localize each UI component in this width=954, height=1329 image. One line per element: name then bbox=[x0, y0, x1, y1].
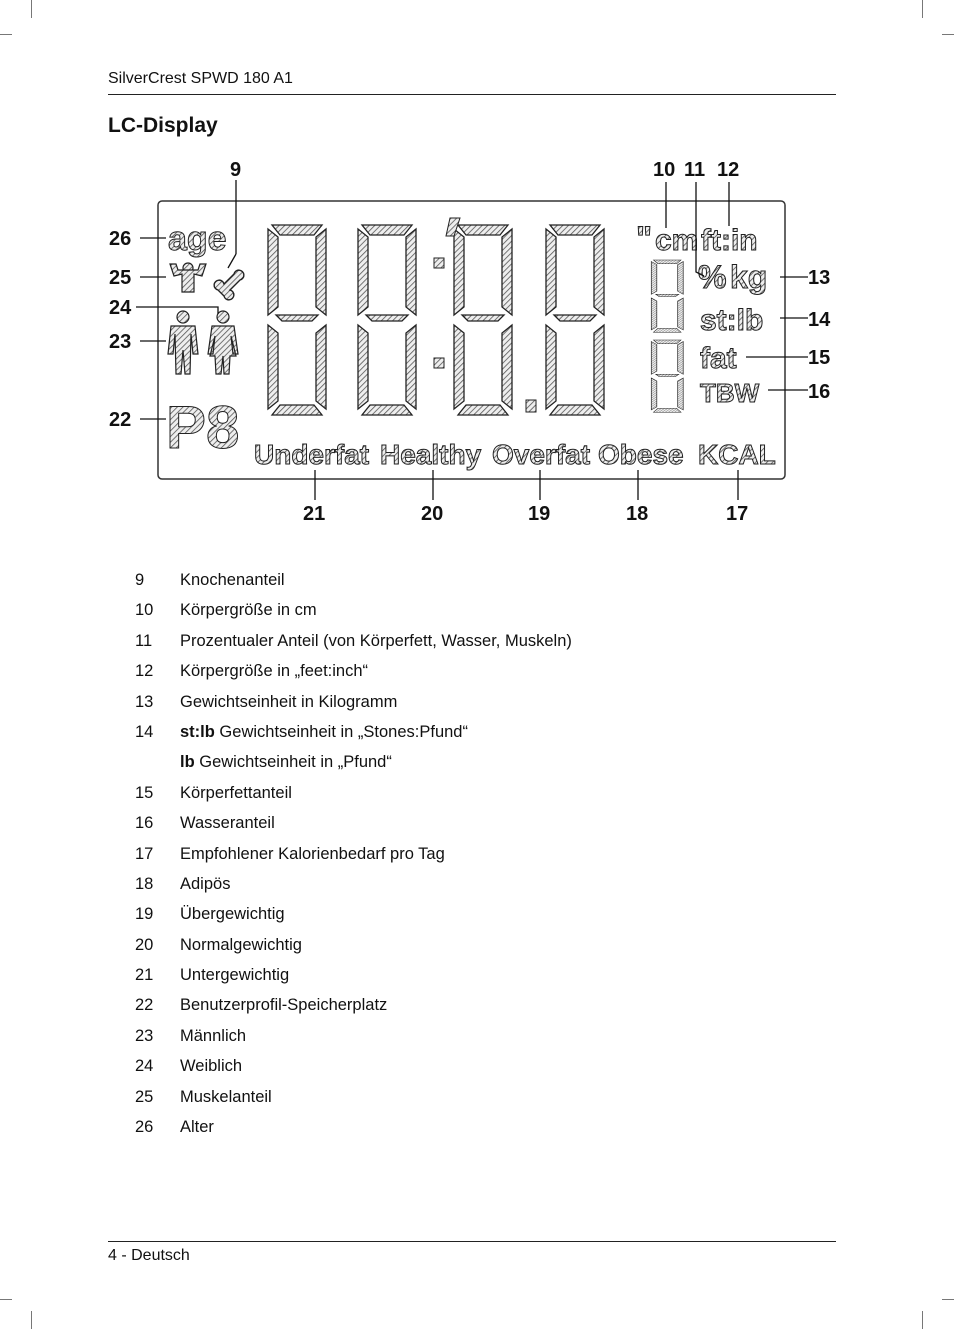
callout-21: 21 bbox=[303, 503, 326, 525]
crop-mark bbox=[922, 0, 923, 18]
legend-text: Weiblich bbox=[180, 1057, 243, 1076]
crop-mark bbox=[31, 1311, 32, 1329]
category-overfat: Overfat bbox=[492, 439, 591, 470]
legend-text: Körpergröße in „feet:inch“ bbox=[180, 662, 369, 681]
crop-mark bbox=[942, 34, 954, 35]
profile-label: P8 bbox=[166, 394, 240, 461]
legend-text bbox=[180, 718, 468, 746]
callout-12: 12 bbox=[717, 159, 740, 181]
category-underfat: Underfat bbox=[254, 439, 370, 470]
legend-description: Gewichtseinheit in „Pfund“ bbox=[194, 753, 392, 772]
ftin-label: ft:in bbox=[701, 224, 758, 257]
legend-description: Gewichtseinheit in „Stones:Pfund“ bbox=[214, 722, 468, 741]
callout-17: 17 bbox=[726, 503, 749, 525]
legend-number: 23 bbox=[135, 1026, 154, 1045]
legend-number: 9 bbox=[135, 571, 145, 589]
legend-number: 15 bbox=[135, 783, 154, 802]
legend-number: 25 bbox=[135, 1087, 154, 1106]
percent-label: % bbox=[698, 259, 727, 295]
callout-22: 22 bbox=[109, 409, 132, 431]
legend-bold-term: st:lb bbox=[180, 722, 215, 741]
callout-15: 15 bbox=[808, 347, 831, 369]
category-obese: Obese bbox=[598, 439, 684, 470]
page-footer: 4 - Deutsch bbox=[108, 1247, 190, 1264]
legend-text: Körperfettanteil bbox=[180, 783, 292, 802]
inch-label: " bbox=[636, 220, 653, 258]
legend-number: 17 bbox=[135, 844, 154, 863]
legend-number: 13 bbox=[135, 692, 154, 711]
legend-number: 18 bbox=[135, 874, 154, 893]
legend-text: Männlich bbox=[180, 1026, 247, 1045]
callout-11: 11 bbox=[684, 159, 706, 181]
legend-number: 21 bbox=[135, 966, 154, 985]
colon-dot bbox=[434, 358, 444, 368]
legend-bold-term: lb bbox=[180, 753, 195, 772]
legend-text: Gewichtseinheit in Kilogramm bbox=[180, 692, 398, 711]
callout-24: 24 bbox=[109, 297, 132, 319]
callout-10: 10 bbox=[653, 159, 676, 181]
legend-text: Normalgewichtig bbox=[180, 935, 302, 954]
callout-18: 18 bbox=[626, 503, 649, 525]
callout-14: 14 bbox=[808, 309, 831, 331]
callout-9: 9 bbox=[230, 159, 242, 181]
callout-16: 16 bbox=[808, 381, 831, 403]
kg-label: kg bbox=[730, 259, 768, 295]
legend-text: Alter bbox=[180, 1118, 214, 1137]
legend-text: Knochenanteil bbox=[180, 571, 285, 589]
legend-text: Körpergröße in cm bbox=[180, 601, 317, 620]
legend-text: Übergewichtig bbox=[180, 905, 285, 924]
legend-number: 19 bbox=[135, 905, 154, 924]
callout-19: 19 bbox=[528, 503, 551, 525]
callout-20: 20 bbox=[421, 503, 444, 525]
crop-mark bbox=[0, 1299, 12, 1300]
legend-text: Adipös bbox=[180, 874, 231, 893]
crop-mark bbox=[31, 0, 32, 18]
legend-text: Muskelanteil bbox=[180, 1087, 272, 1106]
callout-13: 13 bbox=[808, 267, 831, 289]
callout-25: 25 bbox=[109, 267, 132, 289]
colon-dot bbox=[434, 258, 444, 268]
legend-text bbox=[180, 748, 392, 776]
legend-text: Benutzerprofil-Speicherplatz bbox=[180, 996, 388, 1015]
legend-text: Prozentualer Anteil (von Körperfett, Wasser, Muskeln) bbox=[180, 631, 572, 650]
crop-mark bbox=[922, 1311, 923, 1329]
tbw-label: TBW bbox=[700, 378, 760, 408]
age-label: age bbox=[168, 220, 227, 258]
legend-number: 10 bbox=[135, 601, 154, 620]
legend-text: Untergewichtig bbox=[180, 966, 290, 985]
legend-number: 26 bbox=[135, 1118, 154, 1137]
callout-23: 23 bbox=[109, 331, 132, 353]
category-healthy: Healthy bbox=[380, 439, 482, 470]
lcd-display-figure bbox=[100, 150, 840, 530]
legend-number: 24 bbox=[135, 1057, 154, 1076]
kcal-label: KCAL bbox=[698, 439, 776, 470]
crop-mark bbox=[942, 1299, 954, 1300]
callout-26: 26 bbox=[109, 228, 132, 250]
stlb-label: st:lb bbox=[700, 304, 764, 337]
footer-rule bbox=[108, 1241, 836, 1242]
cm-label: cm bbox=[655, 224, 699, 257]
fat-label: fat bbox=[700, 342, 737, 375]
legend-number: 16 bbox=[135, 814, 154, 833]
legend-number: 11 bbox=[135, 631, 153, 650]
legend-text: Wasseranteil bbox=[180, 814, 275, 833]
header-rule bbox=[108, 94, 836, 95]
running-header: SilverCrest SPWD 180 A1 bbox=[108, 70, 293, 87]
legend-number: 22 bbox=[135, 996, 154, 1015]
legend-text: Empfohlener Kalorienbedarf pro Tag bbox=[180, 844, 445, 863]
legend-number: 14 bbox=[135, 722, 154, 741]
crop-mark bbox=[0, 34, 12, 35]
legend-number: 12 bbox=[135, 662, 154, 681]
decimal-point bbox=[526, 400, 536, 412]
legend-number: 20 bbox=[135, 935, 154, 954]
section-title: LC-Display bbox=[108, 114, 218, 137]
